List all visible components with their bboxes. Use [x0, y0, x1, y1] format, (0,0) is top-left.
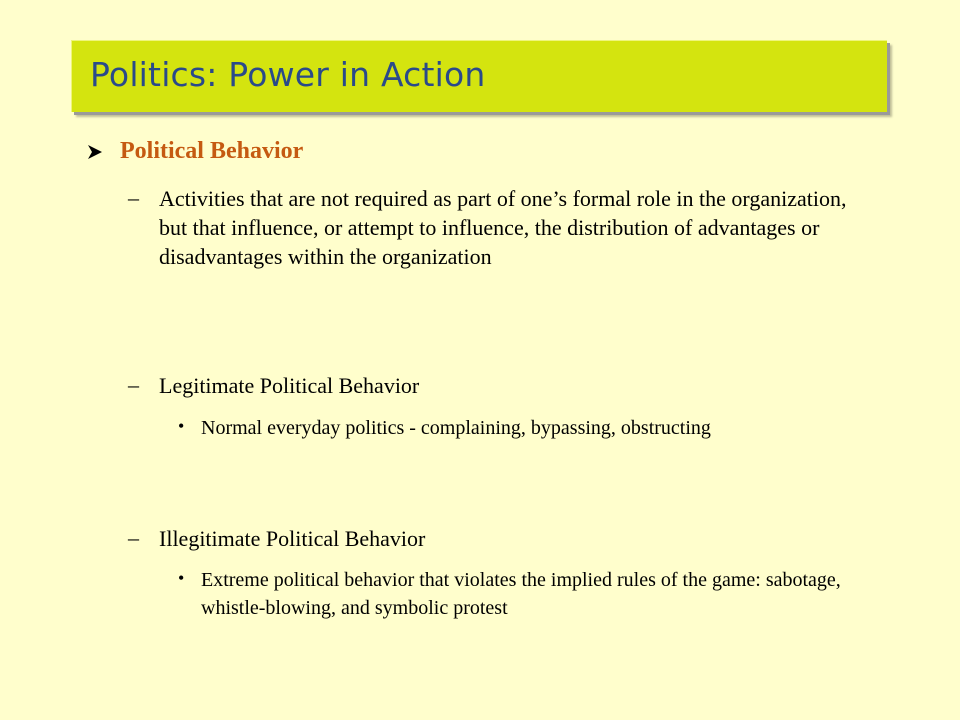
section-heading: Political Behavior — [120, 138, 304, 164]
illegitimate-description: Extreme political behavior that violates the implied rules of the game: sabotage, whistle-blowing, and symbolic protest — [201, 569, 841, 619]
definition-text: Activities that are not required as part of one’s formal role in the organization, but that influence, or attempt to influence, the distribution of advantages or disadvantages within the organization — [159, 186, 847, 269]
legitimate-description: Normal everyday politics - complaining, bypassing, obstructing — [201, 417, 711, 439]
slide-title: Politics: Power in Action — [90, 55, 486, 94]
dash-bullet: – — [128, 185, 139, 210]
heading-row — [86, 138, 303, 165]
dot-bullet: • — [178, 568, 185, 588]
title-bar — [71, 40, 887, 112]
illegitimate-heading: Illegitimate Political Behavior — [159, 526, 426, 551]
dash-bullet: – — [128, 525, 139, 550]
dot-bullet: • — [178, 416, 185, 436]
legitimate-heading: Legitimate Political Behavior — [159, 373, 420, 398]
dash-bullet: – — [128, 372, 139, 397]
arrow-bullet-icon — [86, 143, 104, 161]
